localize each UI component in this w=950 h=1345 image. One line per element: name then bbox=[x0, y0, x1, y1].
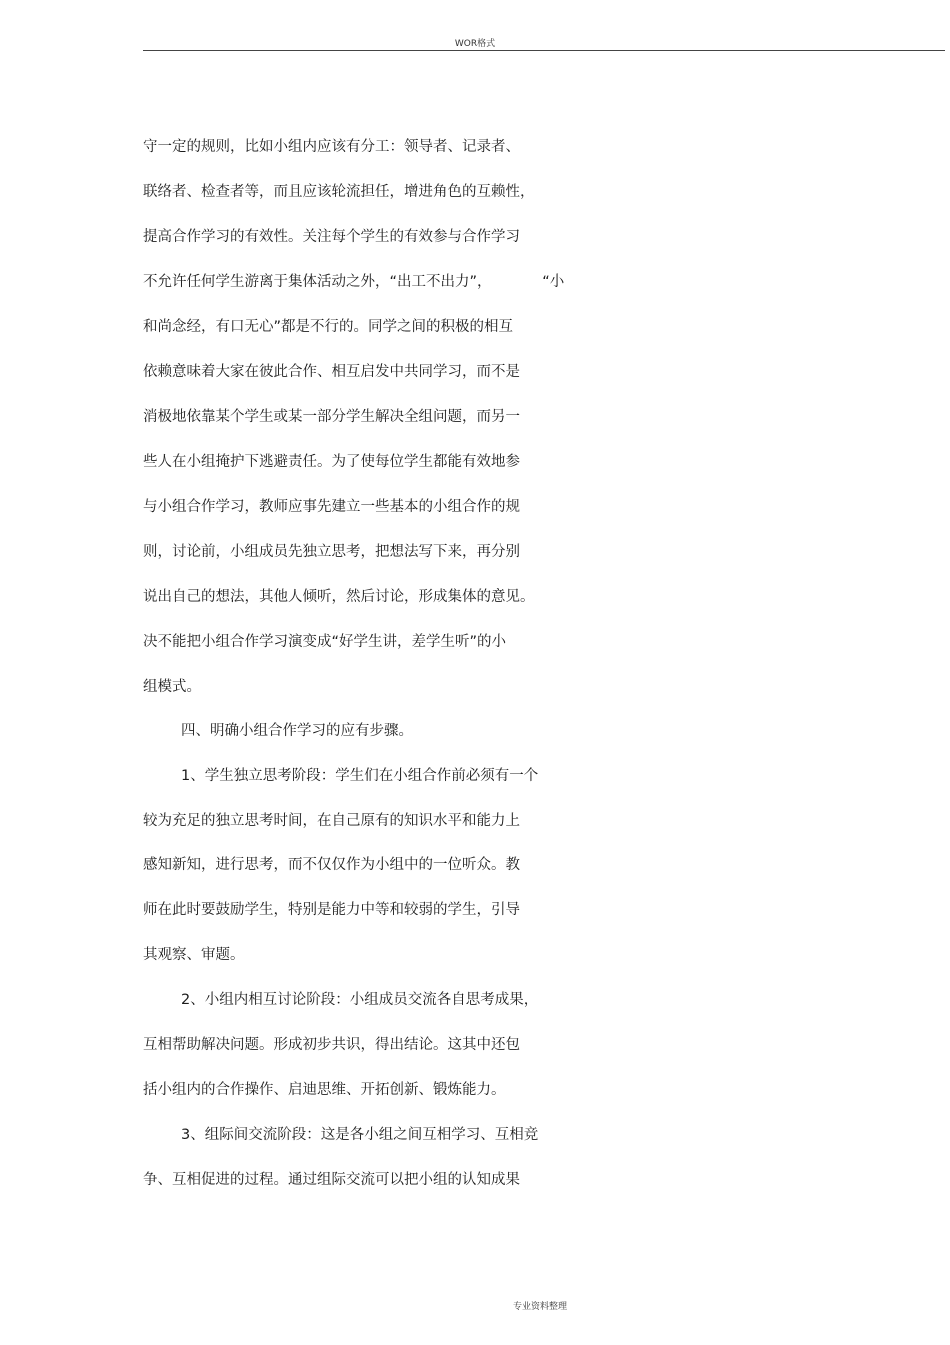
text-line: 3、组际间交流阶段：这是各小组之间互相学习、互相竞 bbox=[181, 1127, 539, 1143]
header-rule bbox=[143, 50, 945, 51]
text-line: 感知新知，进行思考，而不仅仅作为小组中的一位听众。教 bbox=[143, 857, 520, 873]
text-line: 师在此时要鼓励学生，特别是能力中等和较弱的学生，引导 bbox=[143, 902, 520, 918]
text-line: 1、学生独立思考阶段：学生们在小组合作前必须有一个 bbox=[181, 768, 539, 784]
text-line: 联络者、检查者等，而且应该轮流担任，增进角色的互赖性， bbox=[143, 184, 535, 200]
text-line: 则，讨论前，小组成员先独立思考，把想法写下来，再分别 bbox=[143, 544, 520, 560]
text-line: 说出自己的想法，其他人倾听，然后讨论，形成集体的意见。 bbox=[143, 589, 535, 605]
page-header: WOR格式 bbox=[454, 39, 496, 49]
text-line: 其观察、审题。 bbox=[143, 947, 245, 963]
text-line: 决不能把小组合作学习演变成“好学生讲，差学生听”的小 bbox=[143, 634, 507, 650]
section-heading: 四、明确小组合作学习的应有步骤。 bbox=[181, 723, 413, 739]
text-line: 依赖意味着大家在彼此合作、相互启发中共同学习，而不是 bbox=[143, 364, 520, 380]
text-line: 组模式。 bbox=[143, 679, 201, 695]
text-line: 不允许任何学生游离于集体活动之外，“出工不出力”， “小 bbox=[143, 274, 565, 290]
text-line: 2、小组内相互讨论阶段：小组成员交流各自思考成果， bbox=[181, 992, 539, 1008]
text-line: 与小组合作学习，教师应事先建立一些基本的小组合作的规 bbox=[143, 499, 520, 515]
text-line: 括小组内的合作操作、启迪思维、开拓创新、锻炼能力。 bbox=[143, 1082, 506, 1098]
text-line: 些人在小组掩护下逃避责任。为了使每位学生都能有效地参 bbox=[143, 454, 520, 470]
text-line: 互相帮助解决问题。形成初步共识，得出结论。这其中还包 bbox=[143, 1037, 520, 1053]
text-line: 较为充足的独立思考时间，在自己原有的知识水平和能力上 bbox=[143, 813, 520, 829]
text-line: 提高合作学习的有效性。关注每个学生的有效参与合作学习 bbox=[143, 229, 520, 245]
text-line: 和尚念经，有口无心”都是不行的。同学之间的积极的相互 bbox=[143, 319, 514, 335]
text-line: 消极地依靠某个学生或某一部分学生解决全组问题，而另一 bbox=[143, 409, 520, 425]
text-line: 争、互相促进的过程。通过组际交流可以把小组的认知成果 bbox=[143, 1172, 520, 1188]
text-line: 守一定的规则，比如小组内应该有分工：领导者、记录者、 bbox=[143, 139, 520, 155]
page-footer: 专业资料整理 bbox=[512, 1302, 567, 1312]
